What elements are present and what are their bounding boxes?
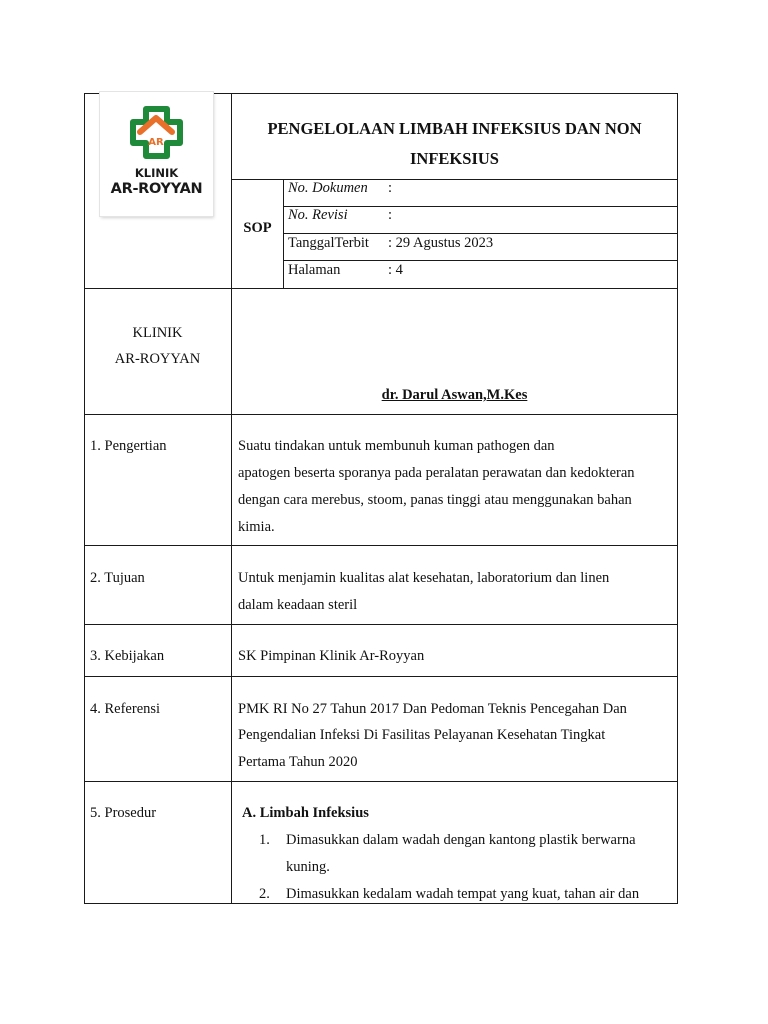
section-text-line: dalam keadaan steril xyxy=(238,597,358,613)
table-left-border xyxy=(84,93,85,904)
section-text-line: PMK RI No 27 Tahun 2017 Dan Pedoman Teknis Pencegahan Dan xyxy=(238,701,627,717)
table-right-border xyxy=(677,93,678,904)
section-label-kebijakan: 3. Kebijakan xyxy=(90,648,165,664)
logo-line2: AR-ROYYAN xyxy=(110,181,203,197)
procedure-heading: A. Limbah Infeksius xyxy=(242,805,369,821)
org-name-line1: KLINIK xyxy=(132,325,183,341)
header-bottom-border xyxy=(84,288,678,289)
section-text-line: Pengendalian Infeksi Di Fasilitas Pelayanan Kesehatan Tingkat xyxy=(238,727,606,743)
document-title: PENGELOLAAN LIMBAH INFEKSIUS DAN NON INFEKSIUS xyxy=(267,119,642,168)
section-text-line: Pertama Tahun 2020 xyxy=(238,754,358,770)
meta-value-halaman: : 4 xyxy=(388,262,403,278)
meta-label-halaman: Halaman xyxy=(288,262,341,278)
signatory-name: dr. Darul Aswan,M.Kes xyxy=(381,387,528,403)
procedure-item-line: Dimasukkan dalam wadah dengan kantong plastik berwarna xyxy=(286,832,636,848)
section-label-tujuan: 2. Tujuan xyxy=(90,570,145,586)
procedure-item-line: kuning. xyxy=(286,859,330,875)
row-divider xyxy=(84,545,678,546)
section-label-prosedur: 5. Prosedur xyxy=(90,805,157,821)
meta-row-divider xyxy=(283,260,678,261)
section-text-line: SK Pimpinan Klinik Ar-Royyan xyxy=(238,648,425,664)
section-label-referensi: 4. Referensi xyxy=(90,701,161,717)
row-divider xyxy=(84,781,678,782)
meta-value-no-revisi: : xyxy=(388,207,393,223)
meta-value-no-dokumen: : xyxy=(388,180,393,196)
row-divider xyxy=(84,676,678,677)
meta-label-tanggal-terbit: TanggalTerbit xyxy=(288,235,369,251)
section-text-line: apatogen beserta sporanya pada peralatan perawatan dan kedokteran xyxy=(238,465,635,481)
section-text-line: Untuk menjamin kualitas alat kesehatan, laboratorium dan linen xyxy=(238,570,610,586)
section-text-line: dengan cara merebus, stoom, panas tinggi atau menggunakan bahan xyxy=(238,492,632,508)
row-divider xyxy=(84,624,678,625)
document-type: SOP xyxy=(243,220,272,236)
logo-cross-icon xyxy=(100,92,213,166)
procedure-item-number: 2. xyxy=(259,886,270,902)
section-text-line: Suatu tindakan untuk membunuh kuman pathogen dan xyxy=(238,438,555,454)
row-divider xyxy=(84,414,678,415)
meta-value-tanggal-terbit: : 29 Agustus 2023 xyxy=(388,235,494,251)
meta-label-no-dokumen: No. Dokumen xyxy=(288,180,368,196)
meta-label-no-revisi: No. Revisi xyxy=(288,207,348,223)
section-text-line: kimia. xyxy=(238,519,275,535)
svg-text:AR: AR xyxy=(148,137,164,148)
procedure-item-number: 1. xyxy=(259,832,270,848)
procedure-item-line: Dimasukkan kedalam wadah tempat yang kuat, tahan air dan xyxy=(286,886,640,902)
org-name-line2: AR-ROYYAN xyxy=(114,351,201,367)
clinic-logo xyxy=(100,92,213,216)
logo-line1: KLINIK xyxy=(134,166,179,180)
section-label-pengertian: 1. Pengertian xyxy=(90,438,167,454)
